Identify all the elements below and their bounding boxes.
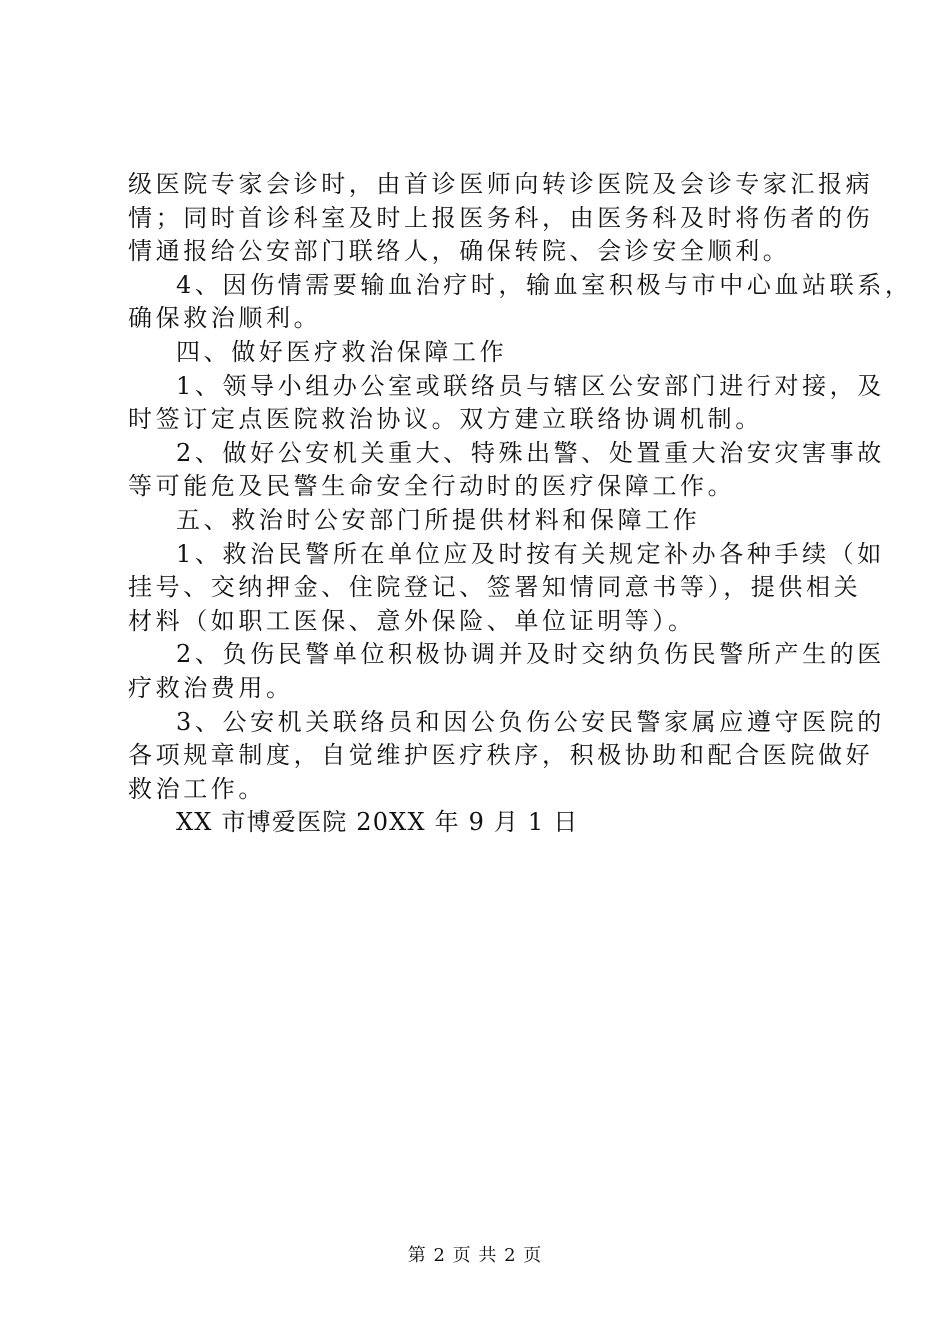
body-line: 情通报给公安部门联络人，确保转院、会诊安全顺利。: [128, 237, 791, 266]
body-line: 确保救治顺利。: [128, 304, 322, 333]
body-line: 时签订定点医院救治协议。双方建立联络协调机制。: [128, 405, 763, 434]
signature-line: XX 市博爱医院 20XX 年 9 月 1 日: [176, 808, 579, 837]
page-number-footer: 第 2 页 共 2 页: [407, 1245, 543, 1266]
body-line: 4、因伤情需要输血治疗时，输血室积极与市中心血站联系，: [176, 270, 913, 299]
body-line: 各项规章制度，自觉维护医疗秩序，积极协助和配合医院做好: [128, 741, 874, 770]
body-line: 疗救治费用。: [128, 673, 294, 702]
body-line: 级医院专家会诊时，由首诊医师向转诊医院及会诊专家汇报病: [128, 170, 874, 198]
document-body: [128, 168, 913, 840]
body-line: 1、救治民警所在单位应及时按有关规定补办各种手续（如: [176, 539, 885, 568]
body-line: 2、做好公安机关重大、特殊出警、处置重大治安灾害事故: [176, 438, 885, 467]
body-line: 材料（如职工医保、意外保险、单位证明等）。: [128, 606, 696, 635]
section-heading: 五、救治时公安部门所提供材料和保障工作: [176, 505, 701, 534]
body-line: 救治工作。: [128, 774, 266, 803]
body-line: 等可能危及民警生命安全行动时的医疗保障工作。: [128, 472, 736, 501]
body-line: 情；同时首诊科室及时上报医务科，由医务科及时将伤者的伤: [128, 203, 874, 232]
body-line: 3、公安机关联络员和因公负伤公安民警家属应遵守医院的: [176, 707, 885, 736]
body-line: 1、领导小组办公室或联络员与辖区公安部门进行对接，及: [176, 371, 885, 400]
section-heading: 四、做好医疗救治保障工作: [176, 337, 508, 366]
body-line: 2、负伤民警单位积极协调并及时交纳负伤民警所产生的医: [176, 640, 885, 669]
body-line: 挂号、交纳押金、住院登记、签署知情同意书等），提供相关: [128, 573, 862, 602]
